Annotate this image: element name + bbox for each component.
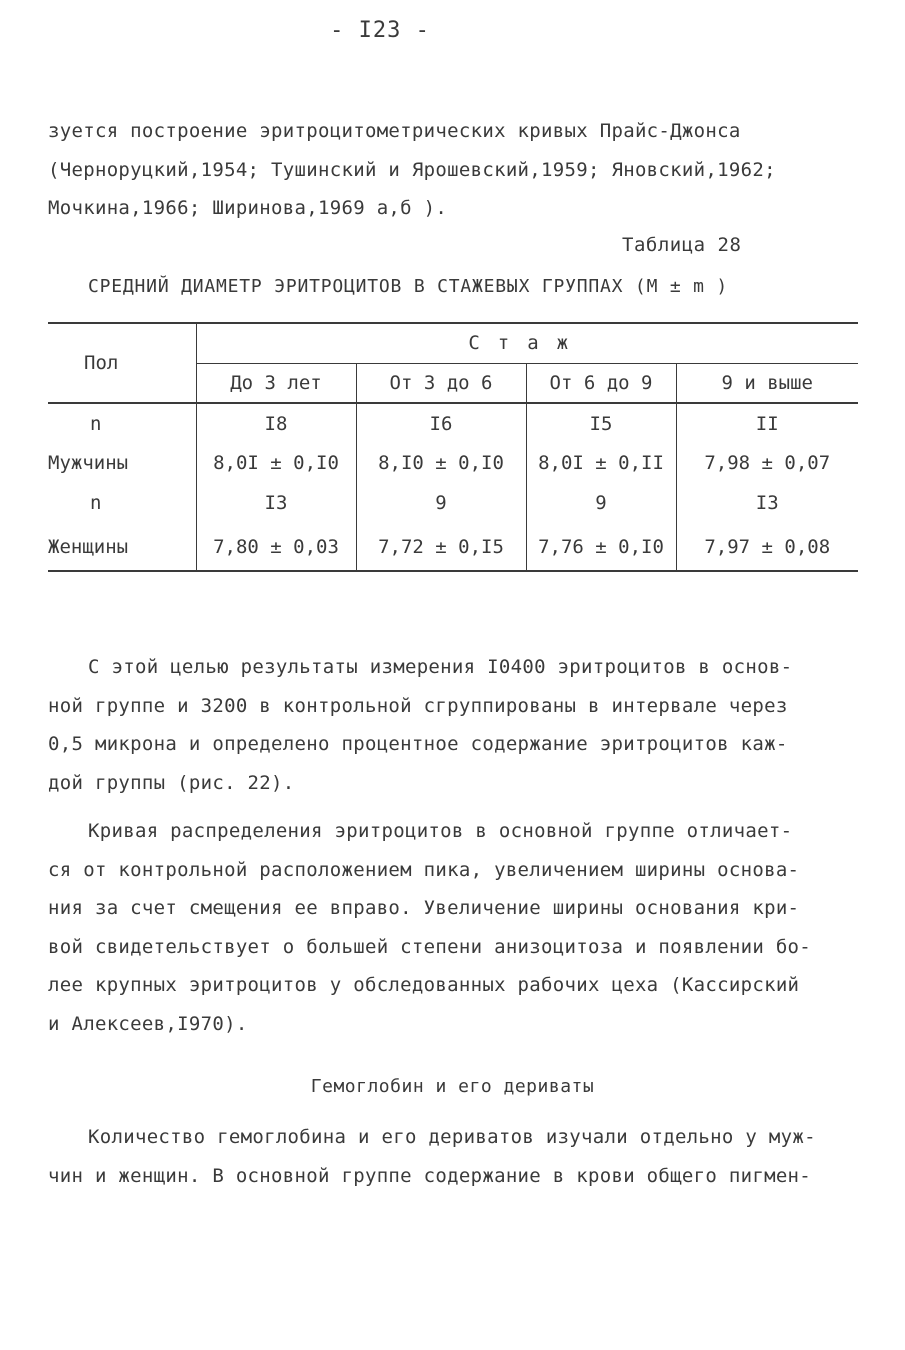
- text-line: лее крупных эритроцитов у обследованных рабочих цеха (Кассирский: [48, 974, 800, 996]
- table-cell: 7,97 ± 0,08: [676, 523, 858, 571]
- paragraph-hemoglobin: [48, 1118, 858, 1195]
- text-line: Кривая распределения эритроцитов в основной группе отличает-: [88, 820, 793, 842]
- text-line: зуется построение эритроцитометрических кривых Прайс-Джонса: [48, 120, 741, 142]
- table-cell: 8,I0 ± 0,I0: [356, 443, 526, 483]
- row-label: n: [90, 492, 102, 514]
- section-heading: Гемоглобин и его дериваты: [310, 1076, 595, 1097]
- paragraph-grouping: [48, 648, 858, 802]
- table-cell: 9: [526, 483, 676, 523]
- table-cell: I8: [196, 403, 356, 443]
- text-line: ся от контрольной расположением пика, увеличением ширины основа-: [48, 858, 800, 881]
- column-header-stazh: Стаж: [196, 323, 858, 363]
- page-number: - I23 -: [330, 18, 430, 43]
- table-row: [48, 523, 858, 571]
- text-line: вой свидетельствует о большей степени анизоцитоза и появлении бо-: [48, 935, 812, 958]
- table-cell: 7,98 ± 0,07: [676, 443, 858, 483]
- table-cell: 7,76 ± 0,I0: [526, 523, 676, 571]
- paragraph-distribution-curve: [48, 812, 858, 1043]
- row-label: Мужчины: [48, 452, 129, 474]
- row-label: n: [90, 412, 102, 435]
- table-cell: I3: [196, 483, 356, 523]
- table-cell: II: [676, 403, 858, 443]
- table-caption: Таблица 28: [622, 234, 742, 256]
- table-row: [48, 443, 858, 483]
- table-row: [48, 483, 858, 523]
- table-cell: I6: [356, 403, 526, 443]
- table-cell: 9: [356, 483, 526, 523]
- row-label: Женщины: [48, 523, 196, 571]
- text-line: (Черноруцкий,1954; Тушинский и Ярошевский,1959; Яновский,1962;: [48, 158, 776, 181]
- text-line: С этой целью результаты измерения I0400 эритроцитов в основ-: [88, 656, 793, 678]
- table-cell: I5: [526, 403, 676, 443]
- intro-paragraph: [48, 112, 858, 228]
- text-line: 0,5 микрона и определено процентное содержание эритроцитов каж-: [48, 733, 788, 755]
- text-line: и Алексеев,I970).: [48, 1012, 248, 1035]
- table-row: [48, 403, 858, 443]
- text-line: дой группы (рис. 22).: [48, 771, 295, 794]
- table-cell: 7,72 ± 0,I5: [356, 523, 526, 571]
- text-line: Мочкина,1966; Ширинова,1969 а,б ).: [48, 197, 448, 219]
- column-header-group: От 6 до 9: [526, 363, 676, 403]
- erythrocyte-diameter-table: [48, 322, 858, 572]
- table-cell: 8,0I ± 0,I0: [196, 443, 356, 483]
- table-title: СРЕДНИЙ ДИАМЕТР ЭРИТРОЦИТОВ В СТАЖЕВЫХ ГРУППАХ (М ± m ): [88, 276, 729, 297]
- text-line: ной группе и 3200 в контрольной сгруппированы в интервале через: [48, 694, 788, 717]
- column-header-sex: Пол: [48, 323, 196, 403]
- text-line: Количество гемоглобина и его дериватов изучали отдельно у муж-: [88, 1126, 816, 1148]
- text-line: чин и женщин. В основной группе содержание в крови общего пигмен-: [48, 1164, 812, 1187]
- table-cell: 7,80 ± 0,03: [196, 523, 356, 571]
- table-cell: I3: [676, 483, 858, 523]
- text-line: ния за счет смещения ее вправо. Увеличение ширины основания кри-: [48, 897, 800, 919]
- table-cell: 8,0I ± 0,II: [526, 443, 676, 483]
- column-header-group: 9 и выше: [676, 363, 858, 403]
- column-header-group: От 3 до 6: [356, 363, 526, 403]
- column-header-group: До 3 лет: [196, 363, 356, 403]
